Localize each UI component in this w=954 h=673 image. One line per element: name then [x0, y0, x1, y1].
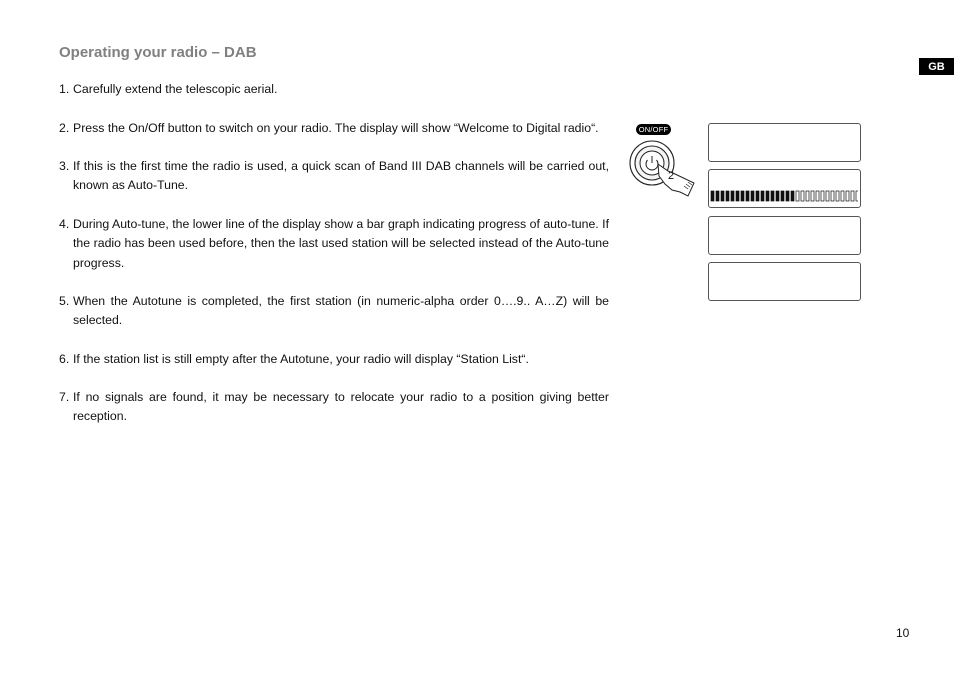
progress-segment-filled	[776, 191, 779, 201]
step-number: 1.	[59, 82, 70, 96]
progress-segment-filled	[761, 191, 764, 201]
progress-segment-filled	[736, 191, 739, 201]
onoff-label: ON/OFF	[636, 124, 671, 135]
step-number: 4.	[59, 217, 70, 231]
progress-segment-filled	[726, 191, 729, 201]
step-number: 3.	[59, 159, 70, 173]
list-item	[59, 350, 609, 369]
progress-segment-filled	[731, 191, 734, 201]
display-screen-autotune	[708, 169, 861, 208]
display-screen-welcome	[708, 123, 861, 162]
progress-segment-filled	[766, 191, 769, 201]
power-button-icon	[628, 136, 698, 198]
page-title: Operating your radio – DAB	[59, 44, 257, 61]
list-item	[59, 292, 609, 331]
progress-segment-filled	[786, 191, 789, 201]
progress-segment-empty	[821, 191, 824, 201]
progress-segment-empty	[836, 191, 839, 201]
step-text: If this is the first time the radio is used, a quick scan of Band III DAB channels will be carried out, known as Auto-Tune.	[73, 159, 609, 193]
progress-segment-filled	[711, 191, 714, 201]
progress-segment-empty	[846, 191, 849, 201]
page-number: 10	[896, 626, 910, 640]
progress-segment-empty	[806, 191, 809, 201]
list-item	[59, 157, 609, 196]
language-badge: GB	[919, 58, 954, 75]
step-text: If the station list is still empty after the Autotune, your radio will display “Station List“.	[73, 352, 529, 366]
progress-segment-filled	[751, 191, 754, 201]
progress-segment-filled	[721, 191, 724, 201]
list-item	[59, 215, 609, 273]
step-text: If no signals are found, it may be necessary to relocate your radio to a position giving better reception.	[73, 390, 609, 424]
step-text: During Auto-tune, the lower line of the display show a bar graph indicating progress of auto-tune. If the radio has been used before, then the last used station will be selected instead of the Auto-tune progress.	[73, 217, 609, 270]
step-text: When the Autotune is completed, the first station (in numeric-alpha order 0….9.. A…Z) will be selected.	[73, 294, 609, 328]
list-item	[59, 388, 609, 427]
progress-segment-filled	[771, 191, 774, 201]
list-item	[59, 80, 609, 99]
list-item	[59, 119, 609, 138]
progress-segment-empty	[796, 191, 799, 201]
display-screen-station	[708, 216, 861, 255]
step-text: Press the On/Off button to switch on your radio. The display will show “Welcome to Digital radio“.	[73, 121, 599, 135]
progress-segment-filled	[791, 191, 794, 201]
step-number: 7.	[59, 390, 70, 404]
progress-segment-empty	[801, 191, 804, 201]
progress-segment-filled	[716, 191, 719, 201]
step-number: 2.	[59, 121, 70, 135]
progress-segment-empty	[851, 191, 854, 201]
step-number: 5.	[59, 294, 70, 308]
progress-segment-empty	[811, 191, 814, 201]
step-text: Carefully extend the telescopic aerial.	[73, 82, 278, 96]
autotune-progress-bar	[710, 190, 858, 202]
pointing-hand-icon	[658, 164, 694, 196]
progress-segment-filled	[781, 191, 784, 201]
progress-segment-filled	[756, 191, 759, 201]
step-number: 6.	[59, 352, 70, 366]
progress-segment-filled	[746, 191, 749, 201]
step-marker: 2	[668, 170, 675, 182]
progress-segment-filled	[741, 191, 744, 201]
progress-segment-empty	[826, 191, 829, 201]
progress-segment-empty	[856, 191, 858, 201]
progress-segment-empty	[841, 191, 844, 201]
progress-segment-empty	[816, 191, 819, 201]
display-screen-list	[708, 262, 861, 301]
progress-segment-empty	[831, 191, 834, 201]
